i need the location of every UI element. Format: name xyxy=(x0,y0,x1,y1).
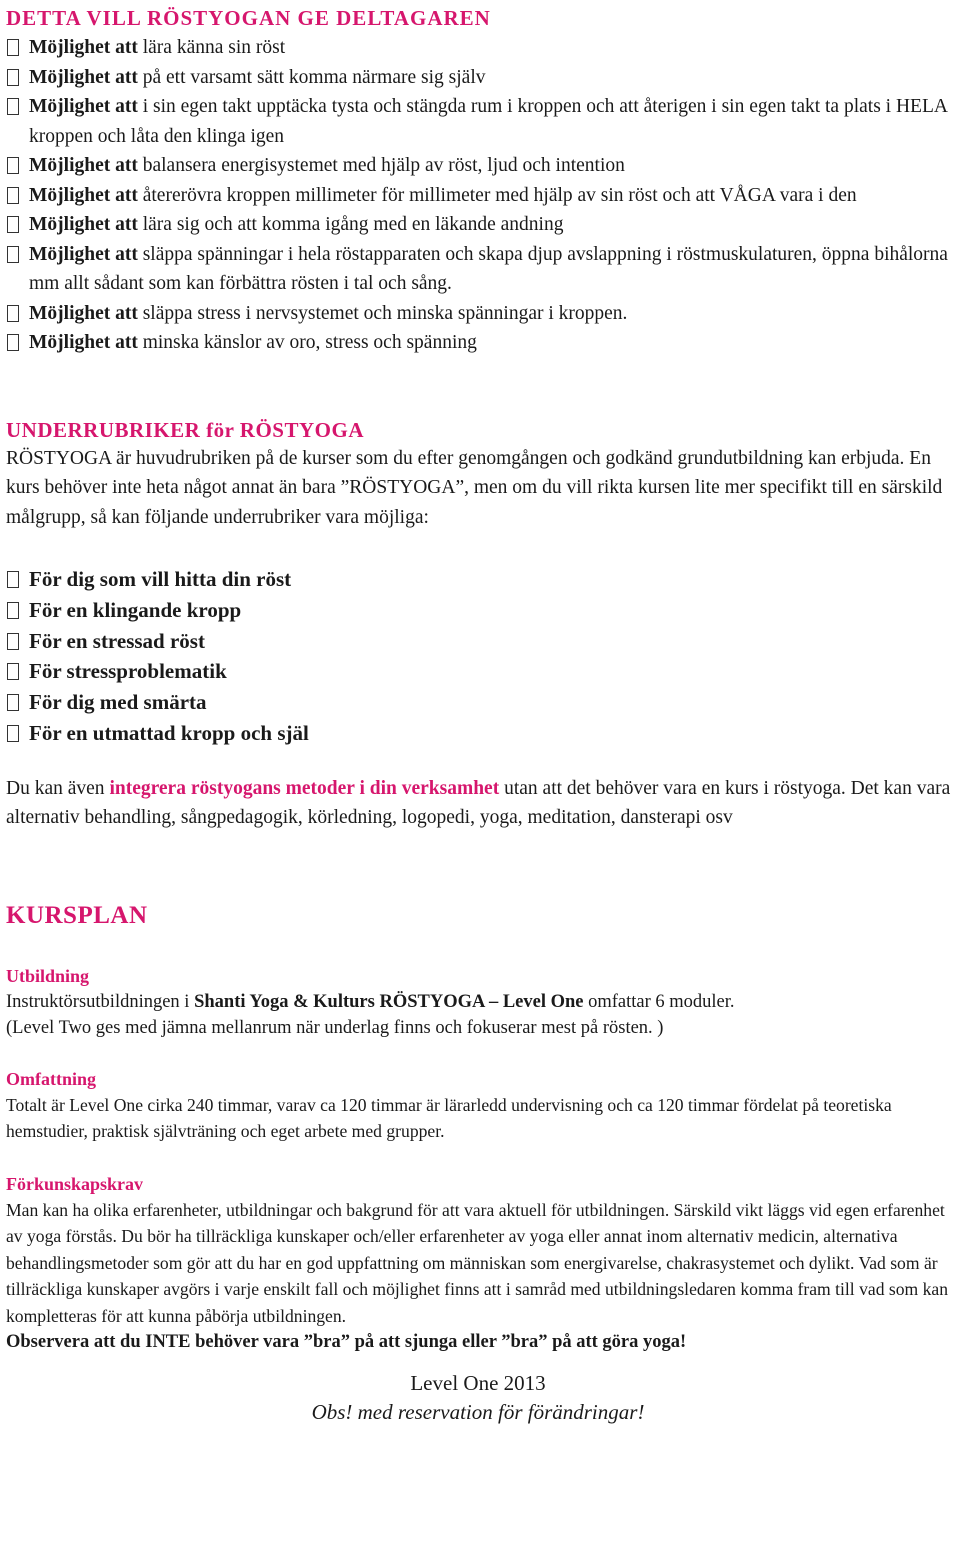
list-item xyxy=(6,63,960,93)
list-item xyxy=(6,181,960,211)
forkunskapskrav-heading: Förkunskapskrav xyxy=(6,1173,144,1194)
item-label: Möjlighet att xyxy=(29,155,138,176)
checkbox-icon xyxy=(7,69,19,86)
checkbox-icon xyxy=(7,725,19,742)
forkunskapskrav-text: Man kan ha olika erfarenheter, utbildningar och bakgrund för att vara aktuell för utbildningen. Särskild vikt läggs vid egen erfarenhet av yoga förstås. Du bör ha tillräckliga kunskaper och/eller erfarenheter av yoga eller annat inom alternativ medicin, alternativa behandlingsmetoder som gör att du har en god uppfattning om människan som energivarelse, chakrasystemet och dylikt. Vad som är tillräckliga kunskaper avgörs i varje enskilt fall och möjlighet finns att i samråd med utbildningsledaren komma fram till vad som kan kompletteras för att kunna påbörja utbildningen. xyxy=(6,1199,949,1326)
integrate-paragraph: Du kan även integrera röstyogans metoder i din verksamhet utan att det behöver vara en kurs i röstyoga. Det kan vara alternativ behandling, sångpedagogik, körledning, logopedi, yoga, meditation, dansterapi osv xyxy=(6,777,951,829)
checkbox-icon xyxy=(7,246,19,263)
item-text: i sin egen takt upptäcka tysta och stängda rum i kroppen och att återigen i sin egen takt ta plats i HELA kroppen och låta den klinga igen xyxy=(29,96,947,147)
checkbox-icon xyxy=(7,187,19,204)
item-text: lära känna sin röst xyxy=(137,37,286,58)
item-label: Möjlighet att xyxy=(29,96,138,117)
list-item xyxy=(6,299,960,329)
checkbox-icon xyxy=(7,571,19,588)
checkbox-icon xyxy=(7,305,19,322)
item-text: på ett varsamt sätt komma närmare sig själv xyxy=(137,66,486,88)
item-label: Möjlighet att xyxy=(29,184,138,206)
footer-level: Level One 2013 xyxy=(410,1371,546,1396)
utbildning-heading: Utbildning xyxy=(6,965,90,986)
item-label: Möjlighet att xyxy=(29,302,138,324)
list-item xyxy=(6,595,960,626)
item-label: Möjlighet att xyxy=(29,332,138,353)
checkbox-icon xyxy=(7,334,19,351)
list-item xyxy=(6,33,960,63)
item-text: släppa stress i nervsystemet och minska spänningar i kroppen. xyxy=(137,302,628,324)
item-text: För dig som vill hitta din röst xyxy=(29,567,292,591)
item-text: släppa spänningar i hela röstapparaten och skapa djup avslappning i röstmuskulaturen, öppna bihålorna mm allt sådant som kan förbättra rösten i tal och sång. xyxy=(29,243,948,294)
subheading-list xyxy=(6,564,960,749)
possibilities-list xyxy=(6,33,960,358)
list-item xyxy=(6,210,960,240)
item-text: För en klingande kropp xyxy=(29,597,242,622)
item-text: För en stressad röst xyxy=(29,628,205,653)
list-item xyxy=(6,626,960,657)
kursplan-heading: KURSPLAN xyxy=(6,901,148,929)
list-item xyxy=(6,564,960,595)
list-item xyxy=(6,656,960,687)
list-item xyxy=(6,328,960,358)
checkbox-icon xyxy=(7,602,19,619)
item-label: Möjlighet att xyxy=(29,37,138,58)
item-text: återerövra kroppen millimeter för millimeter med hjälp av sin röst och att VÅGA vara i den xyxy=(137,184,857,206)
list-item xyxy=(6,687,960,718)
omfattning-text: Totalt är Level One cirka 240 timmar, varav ca 120 timmar är lärarledd undervisning och ca 120 timmar fördelat på teoretiska hemstudier, praktisk självträning och eget arbete med grupper. xyxy=(6,1094,892,1142)
list-item xyxy=(6,718,960,749)
item-text: För dig med smärta xyxy=(29,690,207,715)
checkbox-icon xyxy=(7,633,19,650)
section-heading-underrubriker: UNDERRUBRIKER för RÖSTYOGA xyxy=(6,417,364,442)
checkbox-icon xyxy=(7,98,19,115)
utbildning-note: (Level Two ges med jämna mellanrum när underlag finns och fokuserar mest på rösten. ) xyxy=(6,1018,664,1039)
item-label: Möjlighet att xyxy=(29,66,138,88)
item-text: För en utmattad kropp och själ xyxy=(29,720,309,745)
section-heading-deltagaren: DETTA VILL RÖSTYOGAN GE DELTAGAREN xyxy=(6,6,491,30)
checkbox-icon xyxy=(7,694,19,711)
checkbox-icon xyxy=(7,663,19,680)
checkbox-icon xyxy=(7,216,19,233)
footer-disclaimer: Obs! med reservation för förändringar! xyxy=(311,1400,645,1425)
item-text: lära sig och att komma igång med en läkande andning xyxy=(137,214,564,235)
item-label: Möjlighet att xyxy=(29,243,138,265)
checkbox-icon xyxy=(7,39,19,56)
item-text: balansera energisystemet med hjälp av röst, ljud och intention xyxy=(137,155,625,176)
item-text: minska känslor av oro, stress och spänning xyxy=(137,332,477,353)
item-label: Möjlighet att xyxy=(29,214,138,235)
underrubriker-intro: RÖSTYOGA är huvudrubriken på de kurser som du efter genomgången och godkänd grundutbildning kan erbjuda. En kurs behöver inte heta något annat än bara ”RÖSTYOGA”, men om du vill rikta kursen lite mer specifikt till en särskild målgrupp, så kan följande underrubriker vara möjliga: xyxy=(6,447,943,528)
highlight-text: integrera röstyogans metoder i din verksamhet xyxy=(109,777,500,799)
forkunskapskrav-note: Observera att du INTE behöver vara ”bra” på att sjunga eller ”bra” på att göra yoga! xyxy=(6,1332,687,1353)
utbildning-text: Instruktörsutbildningen i Shanti Yoga & Kulturs RÖSTYOGA – Level One omfattar 6 moduler. xyxy=(6,991,735,1012)
list-item xyxy=(6,92,960,151)
item-text: För stressproblematik xyxy=(29,659,227,684)
list-item xyxy=(6,151,960,181)
list-item xyxy=(6,240,960,299)
checkbox-icon xyxy=(7,157,19,174)
footer xyxy=(6,1369,960,1427)
omfattning-heading: Omfattning xyxy=(6,1068,96,1089)
